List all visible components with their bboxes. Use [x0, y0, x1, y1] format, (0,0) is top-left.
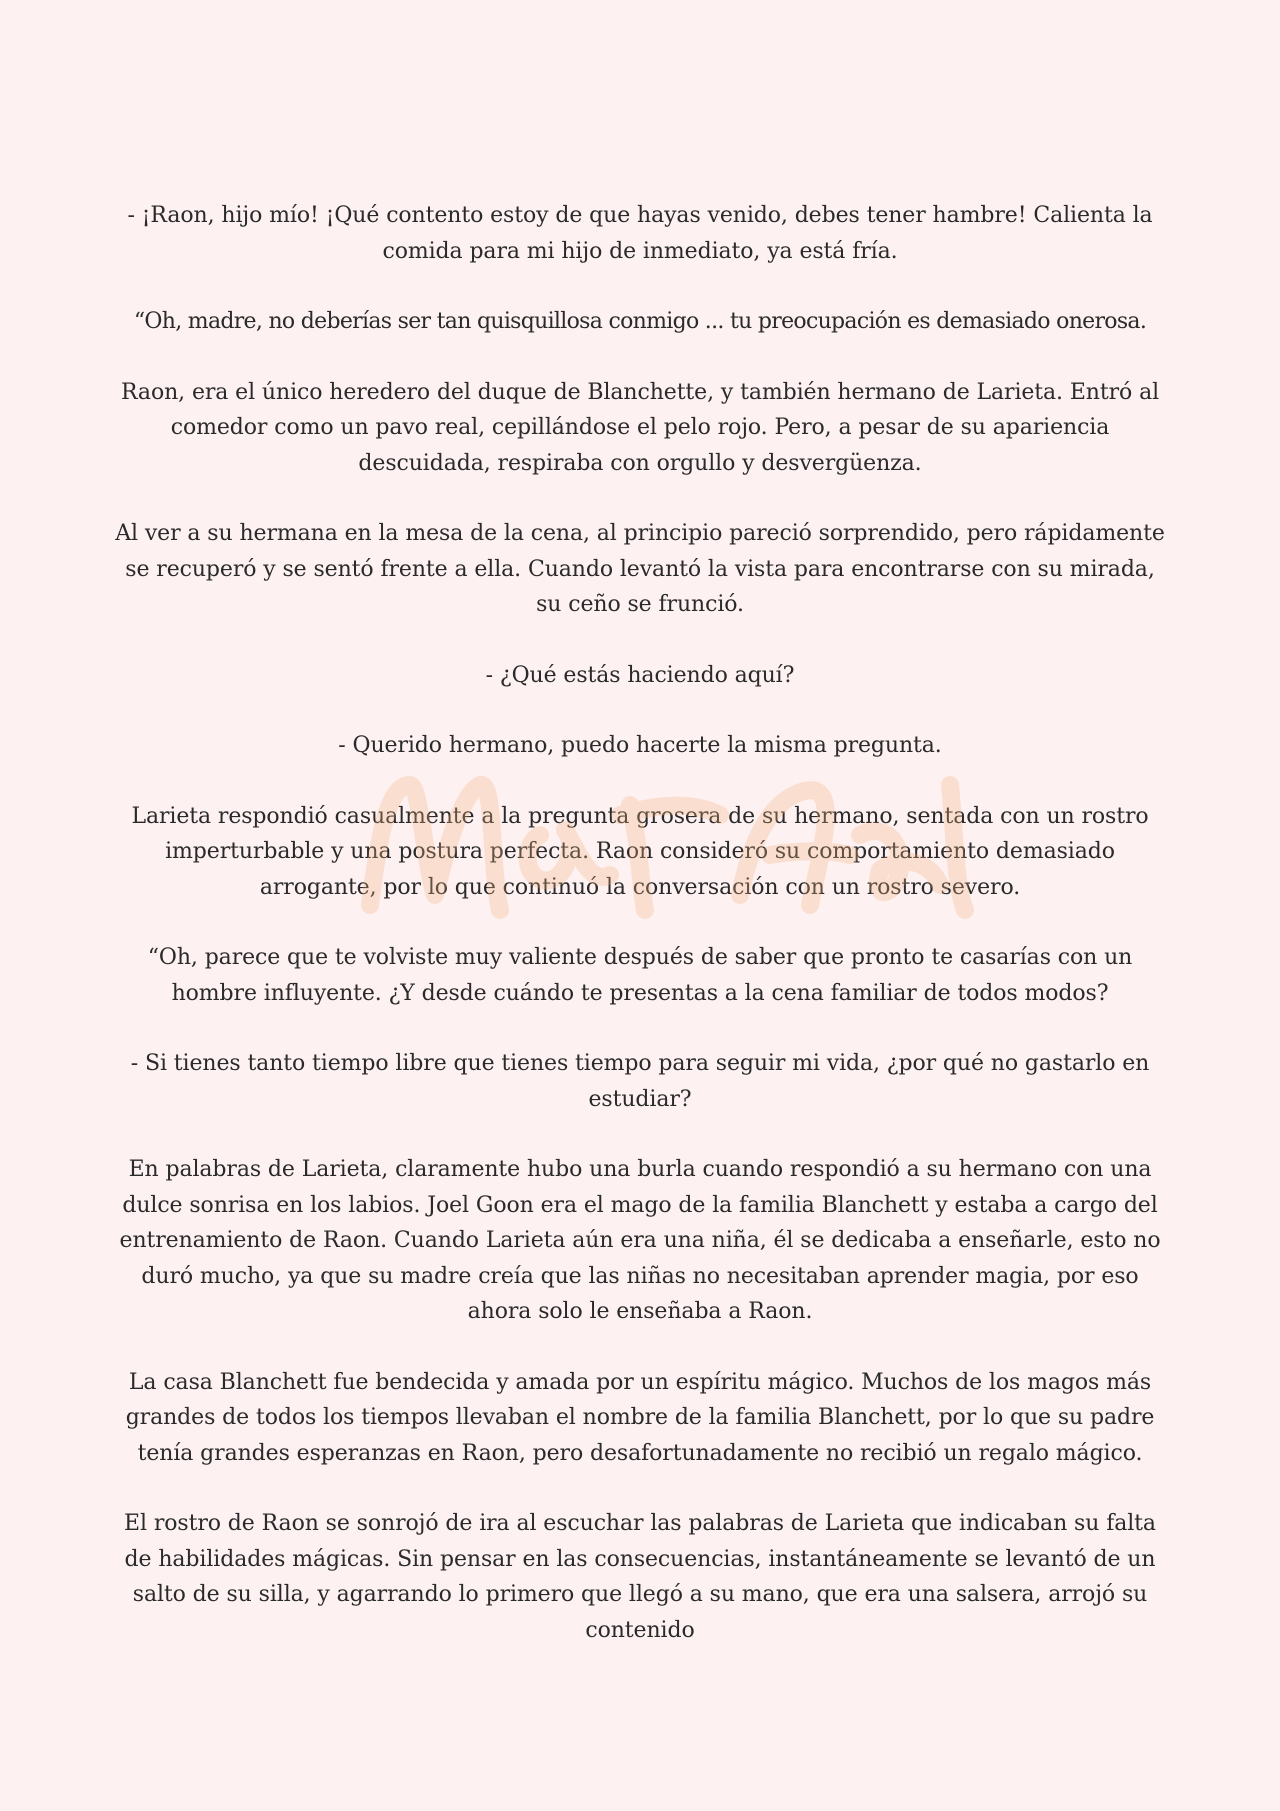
document-body [110, 198, 1170, 1683]
paragraph-6: - Querido hermano, puedo hacerte la misma pregunta. [338, 733, 942, 758]
paragraph-12: El rostro de Raon se sonrojó de ira al escuchar las palabras de Larieta que indicaban su falta de habilidades mágicas. Sin pensar en las consecuencias, instantáneamente se levantó de un salto de su silla, y agarrando lo primero que llegó a su mano, que era una salsera, arrojó su contenido [124, 1511, 1156, 1643]
paragraph-2: “Oh, madre, no deberías ser tan quisquillosa conmigo ... tu preocupación es demasiado onerosa. [133, 309, 1147, 334]
paragraph-10: En palabras de Larieta, claramente hubo una burla cuando respondió a su hermano con una dulce sonrisa en los labios. Joel Goon era el mago de la familia Blanchett y estaba a cargo del entrenamiento de Raon. Cuando Larieta aún era una niña, él se dedicaba a enseñarle, esto no duró mucho, ya que su madre creía que las niñas no necesitaban aprender magia, por eso ahora solo le enseñaba a Raon. [119, 1157, 1161, 1324]
paragraph-11: La casa Blanchett fue bendecida y amada por un espíritu mágico. Muchos de los magos más grandes de todos los tiempos llevaban el nombre de la familia Blanchett, por lo que su padre tenía grandes esperanzas en Raon, pero desafortunadamente no recibió un regalo mágico. [125, 1369, 1155, 1466]
paragraph-7: Larieta respondió casualmente a la pregunta grosera de su hermano, sentada con un rostro imperturbable y una postura perfecta. Raon consideró su comportamiento demasiado arrogante, por lo que continuó la conversación con un rostro severo. [131, 803, 1149, 900]
paragraph-8: “Oh, parece que te volviste muy valiente después de saber que pronto te casarías con un hombre influyente. ¿Y desde cuándo te presentas a la cena familiar de todos modos? [147, 945, 1133, 1006]
paragraph-9: - Si tienes tanto tiempo libre que tienes tiempo para seguir mi vida, ¿por qué no gastarlo en estudiar? [130, 1051, 1150, 1112]
paragraph-5: - ¿Qué estás haciendo aquí? [485, 662, 795, 688]
paragraph-4: Al ver a su hermana en la mesa de la cena, al principio pareció sorprendido, pero rápidamente se recuperó y se sentó frente a ella. Cuando levantó la vista para encontrarse con su mirada, su ceño se frunció. [115, 521, 1165, 617]
paragraph-3: Raon, era el único heredero del duque de Blanchette, y también hermano de Larieta. Entró al comedor como un pavo real, cepillándose el pelo rojo. Pero, a pesar de su apariencia descuidada, respiraba con orgullo y desvergüenza. [120, 379, 1160, 476]
paragraph-1: - ¡Raon, hijo mío! ¡Qué contento estoy de que hayas venido, debes tener hambre! Calienta la comida para mi hijo de inmediato, ya está fría. [127, 203, 1153, 264]
